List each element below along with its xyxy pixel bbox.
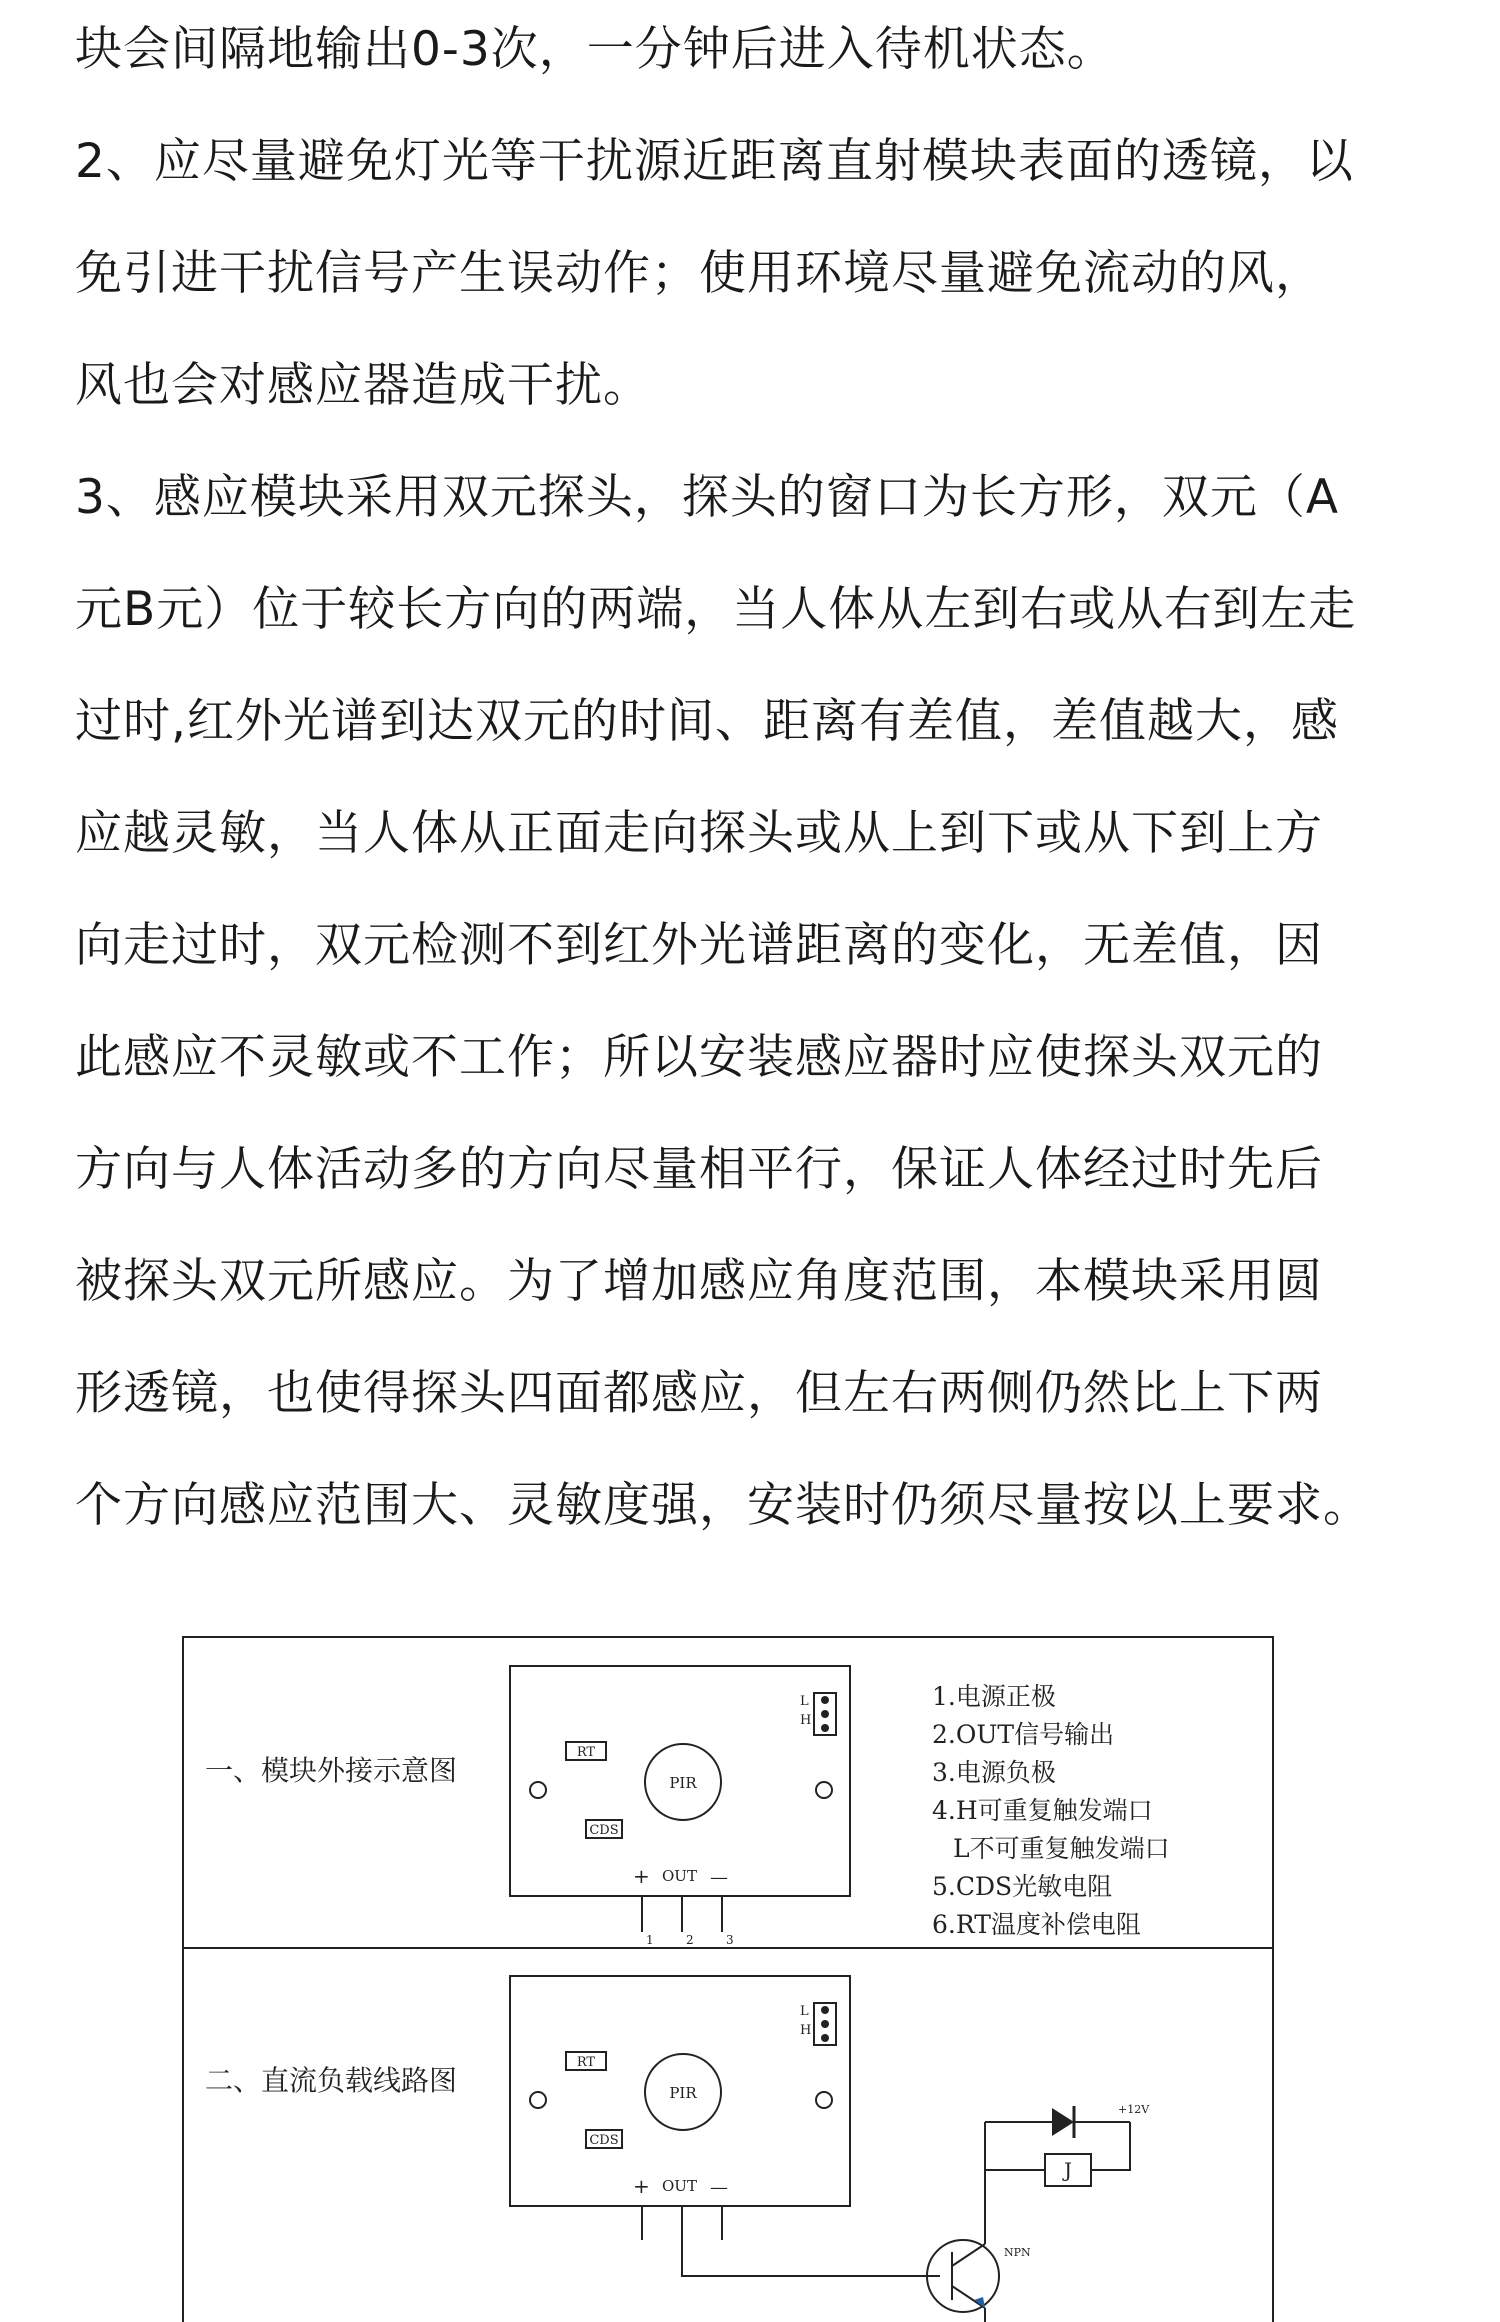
text-line: 元B元）位于较长方向的两端，当人体从左到右或从右到左走 (75, 582, 1357, 637)
legend-item: 1.电源正极 (932, 1682, 1056, 1711)
legend-item: 5.CDS光敏电阻 (932, 1872, 1113, 1901)
rt-label: RT (576, 2055, 596, 2070)
plus-label: + (633, 1864, 650, 1888)
load-circuit (682, 2122, 1130, 2322)
section2-title: 二、直流负载线路图 (205, 2064, 458, 2097)
text-line: 过时,红外光谱到达双元的时间、距离有差值，差值越大，感 (75, 694, 1339, 749)
mount-hole-right (816, 1782, 832, 1798)
text-line: 被探头双元所感应。为了增加感应角度范围，本模块采用圆 (75, 1254, 1323, 1309)
jumper-h-label: H (800, 2023, 812, 2038)
relay-coil-right-wire (1092, 2122, 1130, 2170)
pin-3-label: 3 (726, 1933, 734, 1947)
supply-label: +12V (1118, 2103, 1150, 2116)
transistor-label: NPN (1004, 2246, 1031, 2259)
pir-label: PIR (669, 1774, 697, 1792)
relay-label: J (1063, 2158, 1073, 2182)
text-line: 形透镜，也使得探头四面都感应，但左右两侧仍然比上下两 (75, 1366, 1323, 1421)
legend-item: 3.电源负极 (932, 1758, 1056, 1787)
module-board-1 (510, 1666, 850, 1932)
pin-2-label: 2 (686, 1933, 694, 1947)
text-line: 向走过时，双元检测不到红外光谱距离的变化，无差值，因 (75, 918, 1323, 973)
text-line: 块会间隔地输出0-3次，一分钟后进入待机状态。 (75, 22, 1115, 77)
module-board-2 (510, 1976, 850, 2240)
mount-hole-left (530, 1782, 546, 1798)
cds-label: CDS (589, 1823, 619, 1838)
paragraph-2 (75, 106, 1455, 442)
text-line: 3、感应模块采用双元探头，探头的窗口为长方形，双元（A (75, 470, 1340, 525)
minus-label: — (710, 1867, 728, 1888)
legend-item: 6.RT温度补偿电阻 (932, 1910, 1141, 1939)
paragraph-3 (75, 442, 1455, 1562)
pin-1-label: 1 (646, 1933, 654, 1947)
out-label: OUT (662, 2177, 697, 2195)
paragraph-1 (75, 0, 1455, 106)
text-line: 风也会对感应器造成干扰。 (75, 358, 651, 413)
jumper-h-label: H (800, 1713, 812, 1728)
mount-hole-left (530, 2092, 546, 2108)
wiring-diagram (0, 1620, 1500, 2322)
out-label: OUT (662, 1867, 697, 1885)
legend-item: 2.OUT信号输出 (932, 1720, 1115, 1749)
plus-label: + (633, 2174, 650, 2198)
section1-title: 一、模块外接示意图 (205, 1754, 458, 1787)
pin-legend (932, 1682, 1170, 1939)
mount-hole-right (816, 2092, 832, 2108)
text-line: 个方向感应范围大、灵敏度强，安装时仍须尽量按以上要求。 (75, 1478, 1371, 1533)
jumper-l-label: L (800, 2004, 809, 2019)
pir-label: PIR (669, 2084, 697, 2102)
rt-label: RT (576, 1745, 596, 1760)
minus-label: — (710, 2177, 728, 2198)
cds-label: CDS (589, 2133, 619, 2148)
legend-item: 4.H可重复触发端口 (932, 1796, 1153, 1825)
text-line: 此感应不灵敏或不工作；所以安装感应器时应使探头双元的 (75, 1030, 1323, 1085)
flyback-diode (1052, 2106, 1074, 2138)
jumper-l-label: L (800, 1694, 809, 1709)
text-line: 方向与人体活动多的方向尽量相平行，保证人体经过时先后 (75, 1142, 1323, 1197)
text-line: 免引进干扰信号产生误动作；使用环境尽量避免流动的风， (75, 246, 1323, 301)
legend-item: L不可重复触发端口 (953, 1834, 1170, 1863)
text-line: 应越灵敏，当人体从正面走向探头或从上到下或从下到上方 (75, 806, 1323, 861)
text-line: 2、应尽量避免灯光等干扰源近距离直射模块表面的透镜，以 (75, 134, 1354, 189)
